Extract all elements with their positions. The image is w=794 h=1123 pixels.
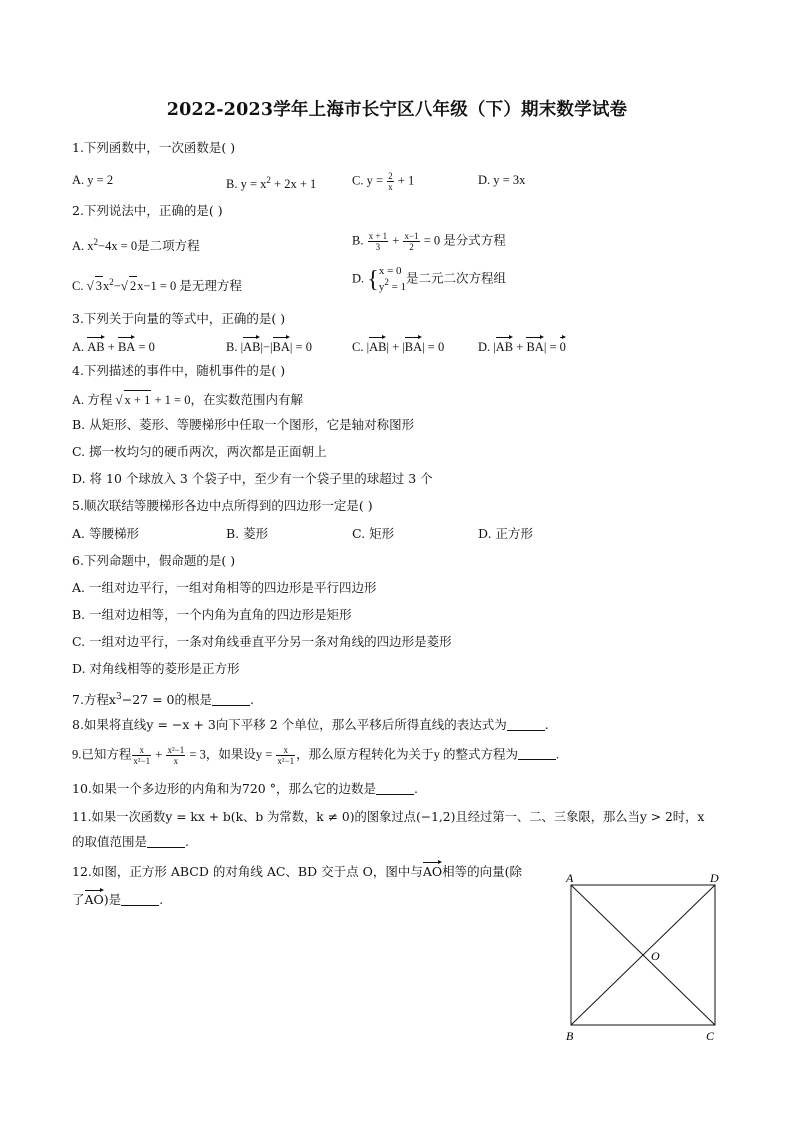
label-o: O — [651, 949, 660, 963]
q5-option-c: C. 矩形 — [352, 526, 395, 541]
q4-option-b: B. 从矩形、菱形、等腰梯形中任取一个图形，它是轴对称图形 — [72, 417, 415, 432]
q12-line-1: 12.如图，正方形 ABCD 的对角线 AC、BD 交于点 O，图中与AO相等的向量(除 — [72, 861, 522, 881]
label-a: A — [566, 871, 574, 885]
label-b: B — [566, 1029, 574, 1043]
q11-line-2: 的取值范围是 . — [72, 834, 189, 849]
q10-stem: 10.如果一个多边形的内角和为720 °，那么它的边数是 . — [72, 781, 418, 796]
q12-line-2: 了AO)是 . — [72, 889, 163, 909]
q3-option-b: B. |AB|−|BA| = 0 — [226, 336, 312, 356]
q8-stem: 8.如果将直线y = −x + 3向下平移 2 个单位，那么平移后所得直线的表达式为 . — [72, 717, 549, 732]
q1-option-b: B. $y = x^2 + 2x + 1$ — [226, 175, 317, 191]
q6-option-a: A. 一组对边平行，一组对角相等的四边形是平行四边形 — [72, 580, 377, 595]
q6-option-b: B. 一组对边相等，一个内角为直角的四边形是矩形 — [72, 607, 352, 622]
q3-stem: 3.下列关于向量的等式中，正确的是( ) — [72, 311, 286, 326]
q2-option-b: B. $\frac{x + 1}{3}$ + $\frac{x-1}{2}$ = 0 是分式方程 — [352, 231, 506, 252]
q2-option-a: A. $x^2-4x = 0$是二项方程 — [72, 237, 200, 253]
q2-stem: 2.下列说法中，正确的是( ) — [72, 203, 223, 218]
q5-option-d: D. 正方形 — [478, 526, 534, 541]
q3-option-d: D. |AB + BA| = 0 — [478, 336, 566, 356]
q2-option-c: C. √ $3x^2-√$ 2x−1 = 0 是无理方程 — [72, 277, 242, 293]
q5-option-b: B. 菱形 — [226, 526, 269, 541]
q4-stem: 4.下列描述的事件中，随机事件的是( ) — [72, 363, 286, 378]
q2-option-d: D. { x = 0 $y^2 = 1$ 是二元二次方程组 — [352, 265, 507, 293]
q1-option-c: C. y = $\frac{2}{x}$ + 1 — [352, 171, 415, 192]
label-d: D — [710, 871, 719, 885]
q11-line-1: 11.如果一次函数y = kx + b(k、b 为常数，k ≠ 0)的图象过点(−1,2)且经过第一、二、三象限，那么当y > 2时，x — [72, 810, 705, 824]
page-title: 2022-2023学年上海市长宁区八年级（下）期末数学试卷 — [166, 100, 628, 120]
q1-option-a: A. y = 2 — [72, 173, 114, 187]
q4-option-a: A. 方程 √ x + 1 + 1 = 0，在实数范围内有解 — [72, 392, 303, 407]
q7-stem: 7.方程$x^3-27 = 0$的根是 . — [72, 692, 254, 707]
q5-option-a: A. 等腰梯形 — [72, 526, 139, 541]
q6-option-c: C. 一组对边平行，一条对角线垂直平分另一条对角线的四边形是菱形 — [72, 634, 452, 649]
q3-option-a: A. AB + BA = 0 — [72, 336, 155, 356]
q5-stem: 5.顺次联结等腰梯形各边中点所得到的四边形一定是( ) — [72, 498, 373, 513]
q4-option-c: C. 掷一枚均匀的硬币两次，两次都是正面朝上 — [72, 444, 327, 459]
q4-option-d: D. 将 10 个球放入 3 个袋子中，至少有一个袋子里的球超过 3 个 — [72, 471, 433, 486]
label-c: C — [706, 1029, 715, 1043]
q1-option-d: D. y = 3x — [478, 173, 526, 187]
q3-option-c: C. |AB| + |BA| = 0 — [352, 336, 444, 356]
q1-stem: 1.下列函数中，一次函数是( ) — [72, 140, 236, 155]
q6-option-d: D. 对角线相等的菱形是正方形 — [72, 661, 240, 676]
q9-stem: 9.已知方程 $\frac{x}{\text{x²−1}}$ + $\frac{\text{x²−1}}{x}$ = 3，如果设y = $\frac{x}{\text{x²−1}}$ ，那么原方程转化为关于y 的整式方程为 . — [72, 745, 560, 766]
q6-stem: 6.下列命题中，假命题的是( ) — [72, 553, 236, 568]
